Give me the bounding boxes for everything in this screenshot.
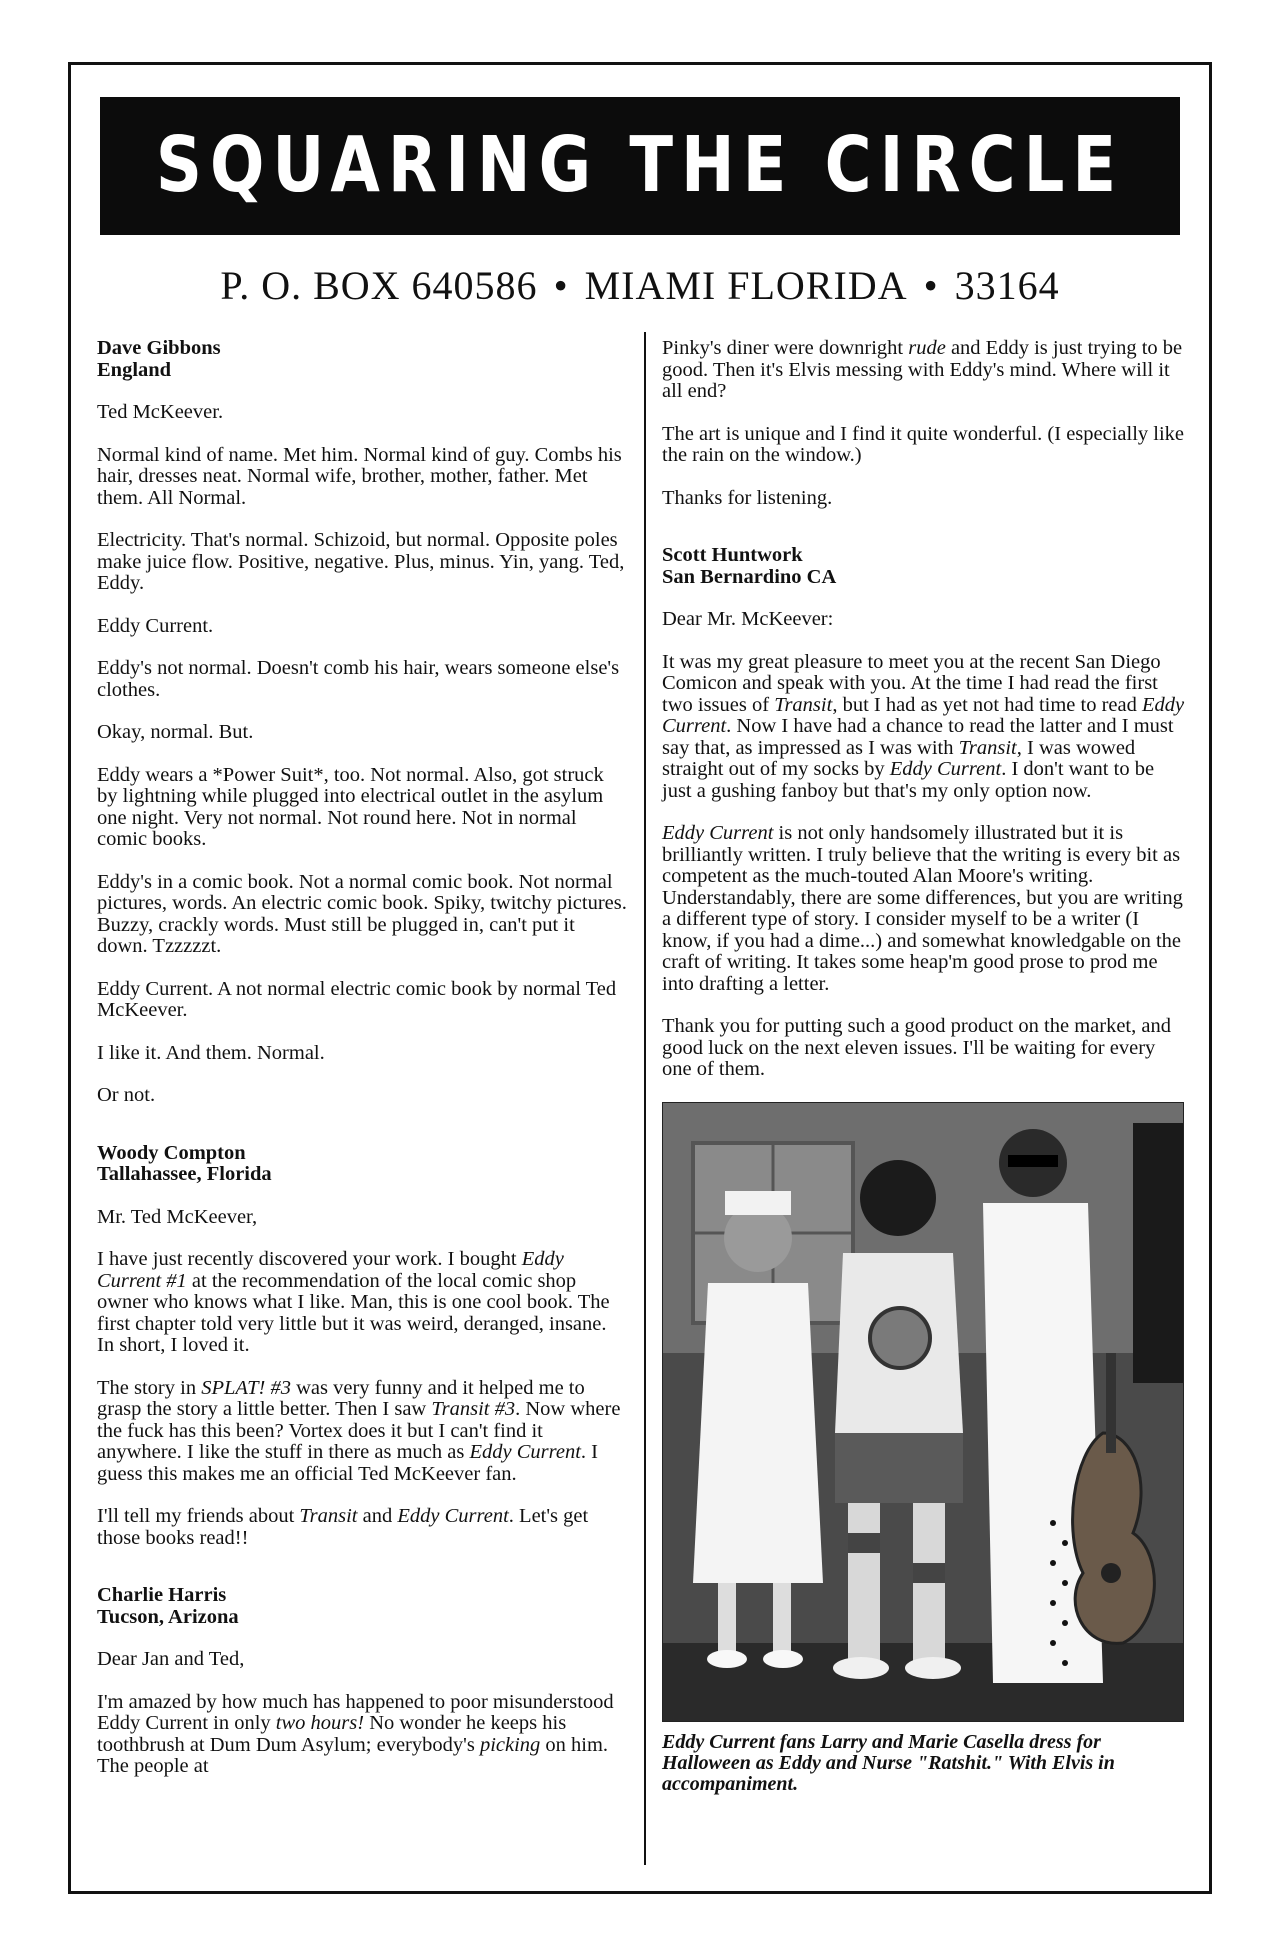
letter-paragraph: The art is unique and I find it quite wonderful. (I especially like the rain on the window.) [662,422,1185,466]
letter-paragraph: The story in SPLAT! #3 was very funny and it helped me to grasp the story a little better. Then I saw Transit #3. Now where the fuck has this been? Vortex does it but I can't find it anywhere. I like the stuff in there as much as Eddy Current. I guess this makes me an official Ted McKeever fan. [97,1376,621,1485]
letter-salutation: Mr. Ted McKeever, [97,1205,258,1228]
writer-location: San Bernardino CA [662,565,837,588]
letter-paragraph: Electricity. That's normal. Schizoid, but normal. Opposite poles make juice flow. Positive, negative. Plus, minus. Yin, yang. Ted, Eddy. [97,529,625,594]
writer-location: Tucson, Arizona [97,1605,239,1628]
writer-name: Woody Compton [97,1141,246,1164]
letter-header [97,1585,627,1628]
letter-paragraph: Ted McKeever. [97,401,224,423]
letter-paragraph: Eddy's in a comic book. Not a normal comic book. Not normal pictures, words. An electric comic book. Spiky, twitchy pictures. Buzzy, crackly words. Must still be plugged in, can't put it down. Tzzzzzt. [97,870,627,957]
letter-paragraph: Or not. [97,1084,156,1106]
letter-paragraph: It was my great pleasure to meet you at the recent San Diego Comicon and speak with you. At the time I had read the first two issues of Transit, but I had as yet not had time to read Eddy Current. Now I have had a chance to read the latter and I must say that, as impressed as I was with Transit, I was wowed straight out of my socks by Eddy Current. I don't want to be just a gushing fanboy but that's my only option now. [662,650,1185,802]
letter-paragraph: I'll tell my friends about Transit and Eddy Current. Let's get those books read!! [97,1505,589,1549]
letter-paragraph: Thank you for putting such a good product on the market, and good luck on the next eleven issues. I'll be waiting for every one of them. [662,1015,1171,1080]
letter-paragraph: Eddy Current. A not normal electric comic book by normal Ted McKeever. [97,977,617,1021]
letter-header [662,545,1186,588]
writer-location: Tallahassee, Florida [97,1163,272,1185]
letter-paragraph: Pinky's diner were downright rude and Eddy is just trying to be good. Then it's Elvis messing with Eddy's mind. Where will it all end? [662,337,1183,402]
masthead-title: SQUARING THE CIRCLE [155,121,1125,211]
letter-salutation: Dear Mr. McKeever: [662,608,834,630]
letter-paragraph: Normal kind of name. Met him. Normal kind of guy. Combs his hair, dresses neat. Normal wife, brother, mother, father. Met them. All Normal. [97,443,622,509]
photo-illustration [663,1103,1183,1721]
letter-header [97,338,627,381]
letter-paragraph: Eddy Current is not only handsomely illustrated but it is brilliantly written. I truly believe that the writing is every bit as competent as the much-touted Alan Moore's writing. Understandably, there are some differences, but you are writing a different type of story. I consider myself to be a writer (I know, if you had a dime...) and somewhat knowledgable on the craft of writing. It takes some heap'm good prose to prod me into drafting a letter. [662,822,1183,995]
bullet-icon: • [553,263,569,308]
left-column [97,338,627,1799]
letter-paragraph: Okay, normal. But. [97,721,254,743]
letter-paragraph: I have just recently discovered your work. I bought Eddy Current #1 at the recommendation of the local comic shop owner who knows what I like. Man, this is one cool book. The first chapter told very little but it was weird, deranged, insane. In short, I loved it. [97,1248,610,1356]
letter-paragraph: Eddy's not normal. Doesn't comb his hair, wears someone else's clothes. [97,657,620,701]
letter-paragraph: I'm amazed by how much has happened to poor misunderstood Eddy Current in only two hours! No wonder he keeps his toothbrush at Dum Dum Asylum; everybody's picking on him. The people at [97,1690,614,1777]
photo-caption: Eddy Current fans Larry and Marie Casella dress for Halloween as Eddy and Nurse "Ratshit." With Elvis in accompaniment. [662,1730,1115,1795]
writer-name: Dave Gibbons [97,337,221,359]
address-city: MIAMI FLORIDA [584,263,908,308]
letter-salutation: Dear Jan and Ted, [97,1648,245,1670]
writer-location: England [97,358,172,381]
letter-paragraph: Thanks for listening. [662,486,833,509]
letter-header [97,1143,627,1186]
column-divider [644,332,646,1865]
masthead-banner [100,97,1180,235]
writer-name: Scott Huntwork [662,544,803,566]
mailing-address [68,262,1212,309]
letter-paragraph: Eddy wears a *Power Suit*, too. Not normal. Also, got struck by lightning while plugged into electrical outlet in the asylum one night. Very not normal. Not round here. Not in normal comic books. [97,763,604,850]
address-zip: 33164 [954,263,1060,308]
address-box: P. O. BOX 640586 [220,263,538,308]
letter-paragraph: Eddy Current. [97,614,214,637]
right-column [662,338,1186,1795]
letter-paragraph: I like it. And them. Normal. [97,1041,325,1064]
costume-photo [662,1102,1184,1722]
bullet-icon: • [923,263,939,308]
writer-name: Charlie Harris [97,1584,227,1606]
